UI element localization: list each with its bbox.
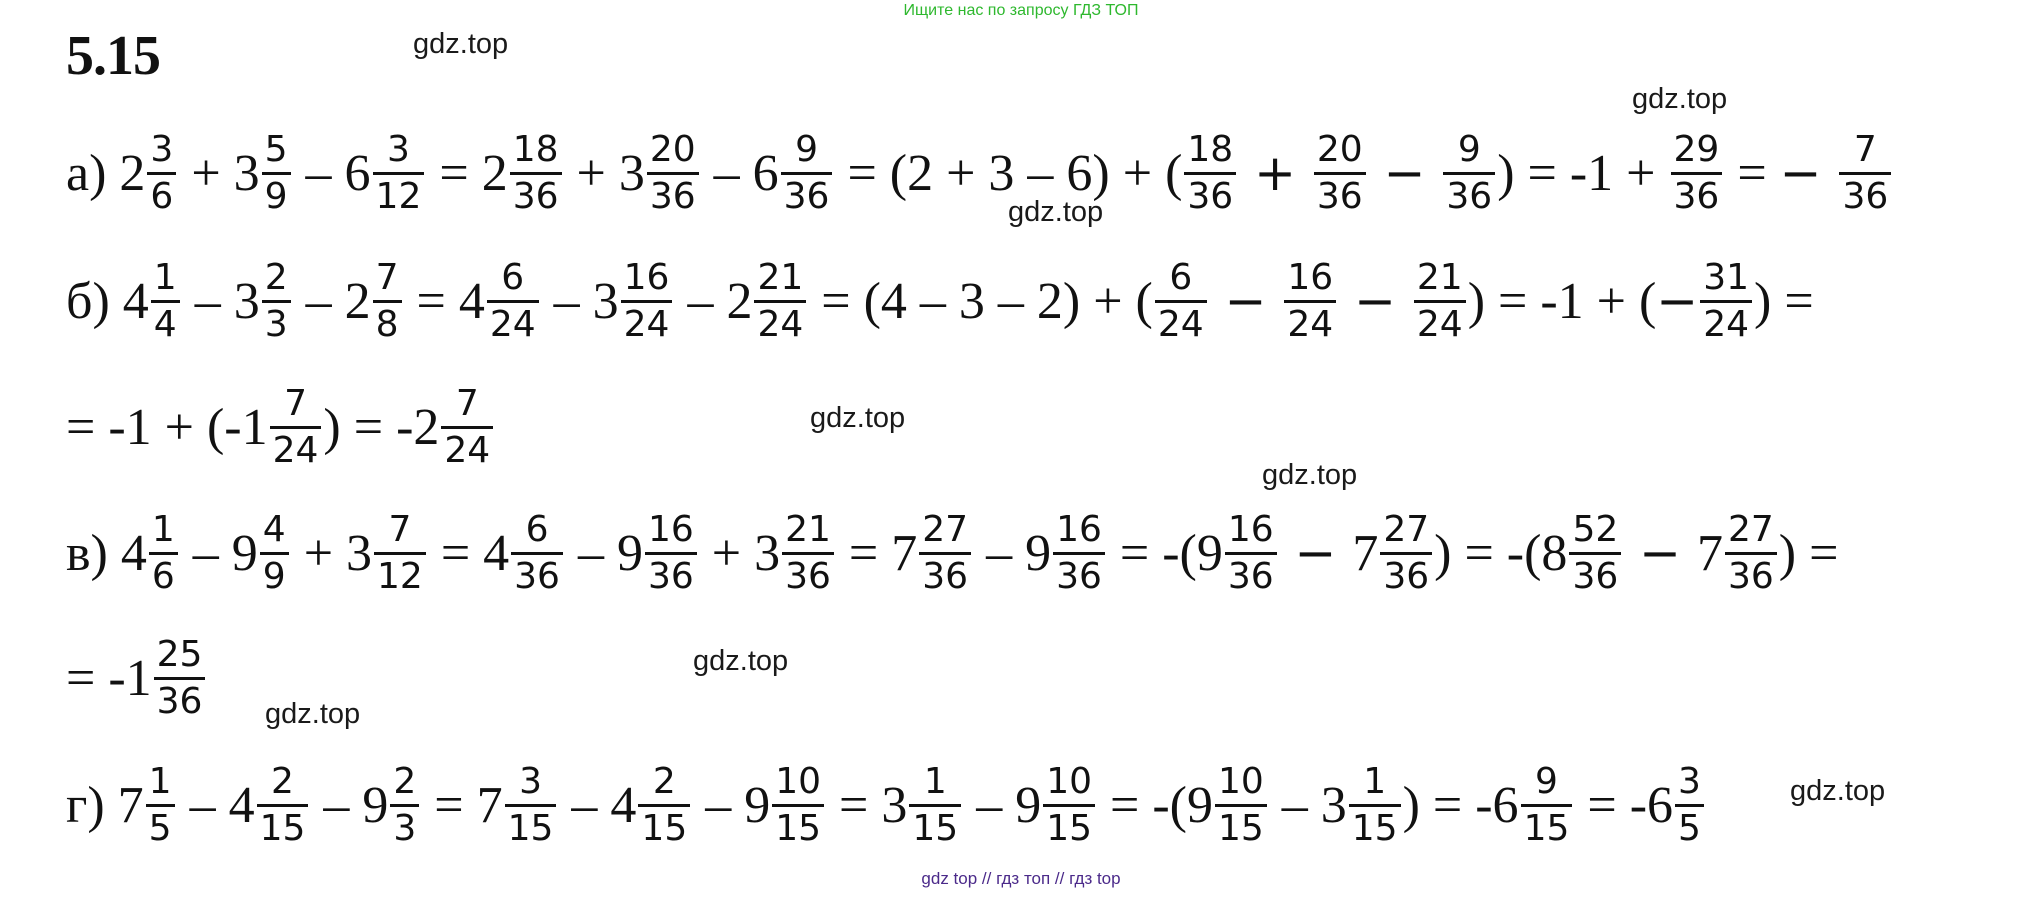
numerator: 7 — [1853, 128, 1877, 170]
fraction — [262, 128, 291, 217]
operator: − — [1338, 272, 1412, 330]
fraction — [754, 256, 806, 345]
denominator: 12 — [374, 552, 426, 596]
numerator: 3 — [150, 128, 174, 170]
whole-part: 3 — [233, 272, 260, 330]
denominator: 36 — [781, 172, 833, 216]
denominator: 24 — [441, 426, 493, 470]
whole-part: 4 — [483, 524, 510, 582]
whole-part: 9 — [362, 776, 389, 834]
whole-part: 4 — [120, 524, 147, 582]
expression-text: + — [178, 144, 234, 202]
numerator: 7 — [455, 382, 479, 424]
expression-text: = — [403, 272, 459, 330]
fraction — [1414, 256, 1466, 345]
fraction — [1380, 508, 1432, 597]
denominator: 36 — [645, 552, 697, 596]
expression-text: ) = -2 — [323, 398, 440, 456]
expression-text: а) — [66, 144, 120, 202]
fraction — [511, 508, 563, 597]
denominator: 15 — [1215, 804, 1267, 848]
numerator: 20 — [1316, 128, 1363, 170]
whole-part: 3 — [346, 524, 373, 582]
expression-text: = -1 + (-1 — [66, 398, 268, 456]
operator: − — [1779, 144, 1838, 202]
numerator: 6 — [525, 508, 549, 550]
numerator: 16 — [1287, 256, 1334, 298]
fraction — [1521, 760, 1573, 849]
operator: − — [1278, 524, 1353, 582]
denominator: 36 — [1839, 172, 1891, 216]
denominator: 15 — [638, 804, 690, 848]
fraction — [257, 760, 309, 849]
numerator: 7 — [388, 508, 412, 550]
solution-line-v — [66, 498, 1838, 608]
denominator: 15 — [1521, 804, 1573, 848]
denominator: 36 — [1314, 172, 1366, 216]
denominator: 36 — [154, 677, 206, 721]
whole-part: 2 — [344, 272, 371, 330]
footer-watermark: gdz top // гдз топ // гдз top — [921, 869, 1121, 888]
numerator: 16 — [1056, 508, 1102, 550]
fraction — [154, 633, 206, 722]
expression-text: = — [1724, 144, 1780, 202]
denominator: 24 — [754, 300, 806, 344]
numerator: 31 — [1703, 256, 1750, 298]
fraction — [270, 382, 322, 471]
expression-text: = — [835, 524, 892, 582]
fraction — [1671, 128, 1723, 217]
fraction — [374, 508, 426, 597]
denominator: 15 — [1043, 804, 1095, 848]
whole-part: 7 — [891, 524, 918, 582]
fraction — [505, 760, 557, 849]
numerator: 2 — [271, 760, 294, 802]
solution-line-v-continued — [66, 623, 207, 733]
numerator: 10 — [775, 760, 822, 802]
expression-text: в) — [66, 524, 121, 582]
fraction — [1155, 256, 1207, 345]
whole-part: 3 — [754, 524, 781, 582]
expression-text: ) = — [1754, 272, 1814, 330]
whole-part: 9 — [616, 524, 643, 582]
fraction — [390, 760, 419, 849]
whole-part: 9 — [744, 776, 771, 834]
expression-text: = — [826, 776, 882, 834]
solution-line-g — [66, 750, 1706, 860]
denominator: 24 — [1700, 300, 1752, 344]
whole-part: 3 — [233, 144, 260, 202]
operator: − — [1656, 272, 1699, 330]
expression-text: – — [179, 524, 232, 582]
numerator: 10 — [1046, 760, 1092, 802]
whole-part: 9 — [231, 524, 258, 582]
fraction — [772, 760, 824, 849]
fraction — [441, 382, 493, 471]
denominator: 5 — [146, 804, 175, 848]
expression-text: = — [427, 524, 484, 582]
expression-text: + — [563, 144, 619, 202]
watermark: gdz.top — [1632, 83, 1728, 115]
expression-text: = -1 — [66, 649, 152, 707]
denominator: 24 — [621, 300, 673, 344]
whole-part: 4 — [458, 272, 485, 330]
fraction — [146, 760, 175, 849]
expression-text: г) — [66, 776, 118, 834]
fraction — [645, 508, 697, 597]
operator: + — [1238, 144, 1312, 202]
numerator: 1 — [151, 508, 175, 550]
fraction — [1215, 760, 1267, 849]
watermark: gdz.top — [413, 28, 509, 60]
expression-text: – — [1268, 776, 1321, 834]
denominator: 36 — [647, 172, 699, 216]
whole-part: 9 — [1025, 524, 1052, 582]
fraction — [1675, 760, 1704, 849]
search-banner: Ищите нас по запросу ГДЗ ТОП — [903, 2, 1139, 19]
denominator: 36 — [1225, 552, 1277, 596]
operator: − — [1623, 524, 1697, 582]
whole-part: 3 — [618, 144, 645, 202]
denominator: 36 — [919, 552, 971, 596]
fraction — [510, 128, 562, 217]
expression-text: = -(9 — [1106, 524, 1223, 582]
denominator: 36 — [510, 172, 562, 216]
fraction — [1043, 760, 1095, 849]
numerator: 21 — [1416, 256, 1463, 298]
fraction — [1284, 256, 1336, 345]
problem-number: 5.15 — [66, 25, 160, 87]
denominator: 36 — [782, 552, 834, 596]
fraction — [1349, 760, 1401, 849]
expression-text: ) = -6 — [1402, 776, 1519, 834]
expression-text: – — [292, 144, 345, 202]
denominator: 15 — [257, 804, 309, 848]
whole-part: 3 — [881, 776, 908, 834]
denominator: 4 — [151, 300, 180, 344]
denominator: 12 — [373, 172, 425, 216]
expression-text: б) — [66, 272, 123, 330]
solution-line-b-continued — [66, 372, 495, 482]
numerator: 21 — [757, 256, 804, 298]
expression-text: = (4 – 3 – 2) + ( — [808, 272, 1153, 330]
expression-text: – — [540, 272, 593, 330]
denominator: 3 — [262, 300, 291, 344]
whole-part: 4 — [610, 776, 637, 834]
expression-text: – — [176, 776, 229, 834]
fraction — [262, 256, 291, 345]
numerator: 9 — [1535, 760, 1558, 802]
expression-text: – — [181, 272, 234, 330]
numerator: 5 — [264, 128, 288, 170]
expression-text: + — [290, 524, 347, 582]
denominator: 36 — [1443, 172, 1495, 216]
whole-part: 4 — [122, 272, 149, 330]
denominator: 36 — [1569, 552, 1621, 596]
whole-part: 7 — [117, 776, 144, 834]
fraction — [621, 256, 673, 345]
fraction — [647, 128, 699, 217]
fraction — [1184, 128, 1236, 217]
whole-part: 2 — [119, 144, 146, 202]
fraction — [147, 128, 176, 217]
fraction — [1839, 128, 1891, 217]
numerator: 27 — [1383, 508, 1430, 550]
fraction — [151, 256, 180, 345]
numerator: 52 — [1572, 508, 1619, 550]
operator: − — [1367, 144, 1442, 202]
fraction — [373, 128, 425, 217]
whole-part: 7 — [1352, 524, 1379, 582]
fraction — [1569, 508, 1621, 597]
fraction — [260, 508, 289, 597]
numerator: 27 — [1727, 508, 1774, 550]
whole-part: 6 — [752, 144, 779, 202]
numerator: 7 — [284, 382, 307, 424]
denominator: 15 — [1349, 804, 1401, 848]
fraction — [782, 508, 834, 597]
watermark: gdz.top — [693, 645, 789, 677]
expression-text: – — [973, 524, 1026, 582]
numerator: 7 — [375, 256, 399, 298]
denominator: 9 — [262, 172, 291, 216]
numerator: 6 — [1169, 256, 1193, 298]
numerator: 18 — [1187, 128, 1234, 170]
expression-text: = (2 + 3 – 6) + ( — [834, 144, 1183, 202]
numerator: 21 — [785, 508, 831, 550]
fraction — [1314, 128, 1366, 217]
numerator: 4 — [262, 508, 286, 550]
expression-text: – — [674, 272, 727, 330]
fraction — [1700, 256, 1752, 345]
denominator: 6 — [149, 552, 178, 596]
expression-text: = — [426, 144, 482, 202]
whole-part: 3 — [592, 272, 619, 330]
denominator: 24 — [1414, 300, 1466, 344]
fraction — [909, 760, 961, 849]
numerator: 3 — [519, 760, 542, 802]
watermark: gdz.top — [810, 402, 906, 434]
whole-part: 7 — [476, 776, 503, 834]
expression-text: = -(9 — [1097, 776, 1213, 834]
denominator: 36 — [1380, 552, 1432, 596]
numerator: 27 — [922, 508, 969, 550]
denominator: 6 — [147, 172, 176, 216]
numerator: 18 — [512, 128, 559, 170]
denominator: 5 — [1675, 804, 1704, 848]
denominator: 36 — [1671, 172, 1723, 216]
fraction — [1725, 508, 1777, 597]
expression-text: ) = -1 + — [1497, 144, 1669, 202]
fraction — [1225, 508, 1277, 597]
fraction — [638, 760, 690, 849]
numerator: 16 — [623, 256, 670, 298]
expression-text: – — [564, 524, 617, 582]
denominator: 36 — [1725, 552, 1777, 596]
numerator: 3 — [387, 128, 410, 170]
expression-text: – — [963, 776, 1016, 834]
denominator: 36 — [1184, 172, 1236, 216]
expression-text: + — [698, 524, 755, 582]
denominator: 24 — [270, 426, 322, 470]
denominator: 8 — [373, 300, 402, 344]
denominator: 24 — [487, 300, 539, 344]
solution-line-a — [66, 118, 1893, 228]
whole-part: 3 — [1320, 776, 1347, 834]
fraction — [781, 128, 833, 217]
numerator: 2 — [264, 256, 288, 298]
watermark: gdz.top — [1008, 196, 1104, 228]
numerator: 16 — [1227, 508, 1274, 550]
operator: − — [1208, 272, 1283, 330]
whole-part: 4 — [228, 776, 255, 834]
fraction — [919, 508, 971, 597]
denominator: 15 — [909, 804, 961, 848]
numerator: 25 — [156, 633, 203, 675]
numerator: 1 — [148, 760, 172, 802]
numerator: 10 — [1217, 760, 1264, 802]
expression-text: – — [692, 776, 745, 834]
denominator: 36 — [511, 552, 563, 596]
numerator: 29 — [1673, 128, 1720, 170]
numerator: 9 — [1457, 128, 1481, 170]
denominator: 15 — [505, 804, 557, 848]
fraction — [1053, 508, 1105, 597]
denominator: 9 — [260, 552, 289, 596]
denominator: 24 — [1284, 300, 1336, 344]
whole-part: 9 — [1015, 776, 1042, 834]
numerator: 20 — [649, 128, 696, 170]
fraction — [487, 256, 539, 345]
numerator: 1 — [153, 256, 177, 298]
denominator: 24 — [1155, 300, 1207, 344]
whole-part: 6 — [344, 144, 371, 202]
denominator: 36 — [1053, 552, 1105, 596]
whole-part: 2 — [726, 272, 753, 330]
denominator: 15 — [772, 804, 824, 848]
whole-part: 2 — [481, 144, 508, 202]
watermark: gdz.top — [265, 698, 361, 730]
numerator: 1 — [923, 760, 947, 802]
fraction — [149, 508, 178, 597]
whole-part: 7 — [1696, 524, 1723, 582]
numerator: 16 — [647, 508, 694, 550]
numerator: 6 — [501, 256, 525, 298]
expression-text: – — [292, 272, 345, 330]
fraction — [373, 256, 402, 345]
numerator: 1 — [1363, 760, 1387, 802]
numerator: 9 — [795, 128, 818, 170]
denominator: 3 — [390, 804, 419, 848]
expression-text: – — [558, 776, 611, 834]
expression-text: – — [310, 776, 363, 834]
expression-text: = — [421, 776, 477, 834]
expression-text: ) = — [1778, 524, 1839, 582]
expression-text: ) = -1 + ( — [1467, 272, 1657, 330]
expression-text: – — [700, 144, 753, 202]
numerator: 3 — [1678, 760, 1701, 802]
watermark: gdz.top — [1790, 775, 1886, 807]
numerator: 2 — [393, 760, 417, 802]
expression-text: ) = -(8 — [1434, 524, 1568, 582]
watermark: gdz.top — [1262, 459, 1358, 491]
expression-text: = -6 — [1574, 776, 1674, 834]
numerator: 2 — [652, 760, 676, 802]
solution-line-b — [66, 246, 1814, 356]
fraction — [1443, 128, 1495, 217]
